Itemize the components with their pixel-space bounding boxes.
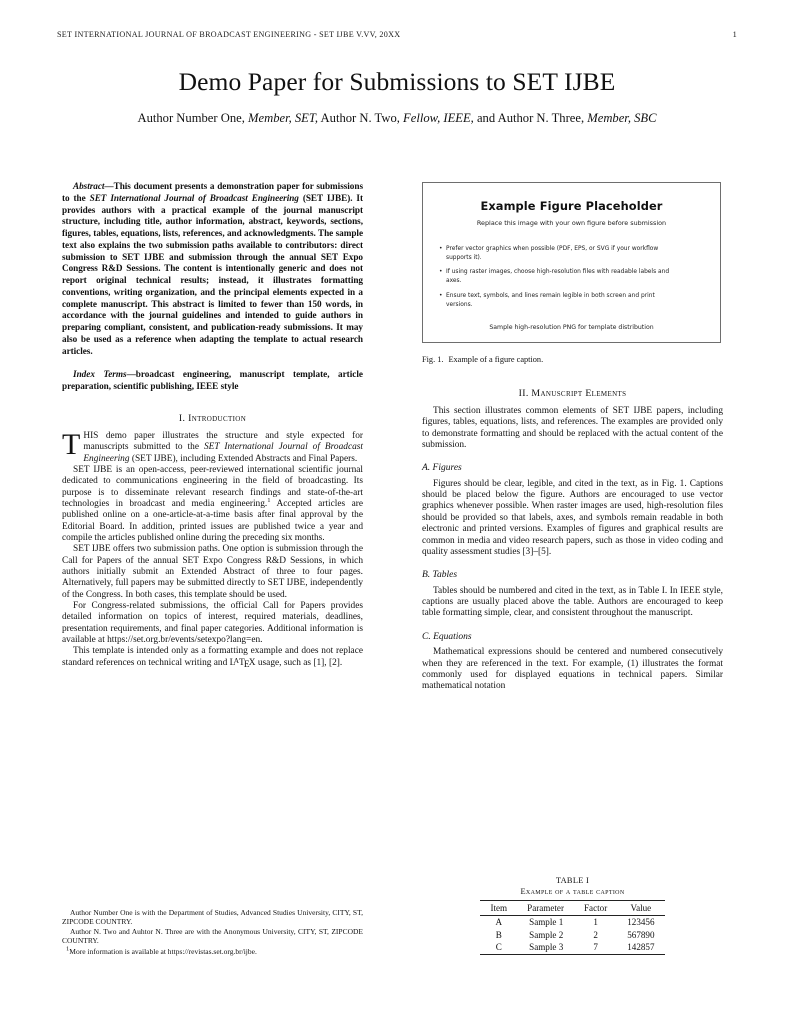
- author-three-role: Member, SBC: [587, 110, 657, 125]
- right-column: [422, 388, 723, 693]
- latex-l: L: [229, 657, 236, 668]
- table-column-header-item: Item: [480, 901, 517, 916]
- index-terms-label: Index Terms: [73, 369, 127, 380]
- author-one-name: Author Number One,: [137, 110, 249, 125]
- footnote-affiliation-1: Author Number One is with the Department of Studies, Advanced Studies University, CITY, ST, ZIPCODE COUNTRY.: [62, 908, 363, 927]
- abstract-dash: —: [104, 181, 114, 191]
- intro-paragraph-1: [62, 427, 363, 465]
- intro-p1-text-a: HIS demo paper illustrates the structure and style expected for manuscripts submitted to the: [83, 430, 363, 453]
- table-cell-item: A: [495, 917, 503, 928]
- table-caption: Example of a table caption: [520, 887, 625, 896]
- subsection-heading-figures: A. Figures: [422, 463, 462, 474]
- abstract-label: Abstract: [73, 181, 105, 191]
- footnote-number-mark: 1: [66, 945, 70, 953]
- intro-p2-text-b: Accepted articles are published online on a one-article-at-a-time basis after final approval by the Editorial Board. In addition, printed issues are published twice a year and compile the articles published online during the preceding six months.: [62, 498, 363, 543]
- abstract-journal-name: SET International Journal of Broadcast Engineering: [89, 192, 299, 203]
- table-block: [422, 876, 723, 955]
- table-cell-parameter: Sample 3: [517, 941, 574, 955]
- table-cell-factor: 2: [593, 929, 598, 940]
- drop-cap: T: [62, 427, 81, 461]
- intro-p5-text-a: This template is intended only as a formatting example and does not replace standard references on technical writing and: [62, 646, 363, 668]
- intro-paragraph-4: For Congress-related submissions, the official Call for Papers provides detailed information on topics of interest, required materials, deadlines, presentation requirements, and final paper categories. Additional information is available at https://set.org.br/events/setexpo?lang=en.: [62, 601, 363, 646]
- latex-logo: [230, 658, 256, 668]
- figure-caption-label: Fig. 1.: [422, 355, 444, 364]
- index-terms-paragraph: [62, 369, 363, 393]
- index-terms-text: broadcast engineering, manuscript template, article preparation, scientific publishing, IEEE style: [62, 369, 364, 392]
- table-row: [480, 941, 664, 955]
- section-heading-introduction: I. Introduction: [178, 413, 247, 425]
- table-cell-factor: 7: [574, 941, 617, 955]
- tables-paragraph-1: Tables should be numbered and cited in the text, as in Table I. In IEEE style, captions are usually placed above the table. Authors are encouraged to keep table formatting simple, clear, and consistent throughout the manuscript.: [422, 585, 723, 619]
- author-one-role: Member, SET,: [248, 110, 319, 125]
- running-head-journal: SET INTERNATIONAL JOURNAL OF BROADCAST ENGINEERING - SET IJBE V.VV, 20XX: [57, 30, 401, 39]
- table-cell-factor: 1: [593, 917, 598, 928]
- latex-e: E: [243, 659, 250, 670]
- figure-placeholder-subtitle: Replace this image with your own figure before submission: [476, 219, 667, 227]
- table-header-row: [480, 901, 664, 916]
- list-item: • Prefer vector graphics when possible (PDF, EPS, or SVG if your workflow supports it).: [439, 245, 678, 263]
- page-number: 1: [732, 30, 737, 39]
- abstract-paragraph: [62, 181, 363, 357]
- author-three-name: and Author N. Three,: [473, 110, 588, 125]
- abstract-text-part1: This document presents a demonstration paper for submissions to the: [62, 181, 363, 203]
- table-column-header-factor: Factor: [574, 901, 617, 916]
- title-block: [57, 68, 737, 126]
- intro-p1-journal-name: SET International Journal of Broadcast Engineering: [83, 442, 363, 464]
- table-cell-value: 142857: [617, 941, 664, 955]
- figure-caption-text: Example of a figure caption.: [448, 355, 544, 364]
- table-cell-parameter: Sample 1: [529, 917, 564, 928]
- footnote-affiliation-2: Author N. Two and Auhtor N. Three are with the Anonymous University, CITY, ST, ZIPCODE COUNTRY.: [62, 927, 363, 946]
- manuscript-paragraph-1: This section illustrates common elements of SET IJBE papers, including figures, tables, equations, lists, and references. The examples are provided only to demonstrate formatting and should be replaced with the actual content of the submission.: [422, 405, 723, 450]
- subsection-heading-tables: B. Tables: [422, 570, 458, 581]
- intro-p5-text-b: usage, such as [1], [2].: [255, 657, 343, 668]
- left-column: [62, 181, 363, 669]
- table-cell-value: 123456: [627, 917, 655, 928]
- table-column-header-parameter: Parameter: [517, 901, 574, 916]
- footnote-numbered-1-text: More information is available at https://revistas.set.org.br/ijbe.: [69, 946, 257, 956]
- table-column-header-value: Value: [617, 901, 664, 916]
- figure-placeholder-title: Example Figure Placeholder: [480, 199, 663, 213]
- latex-t: T: [239, 657, 245, 668]
- intro-paragraph-2: [62, 465, 363, 544]
- figure-footer-note: Sample high-resolution PNG for template distribution: [489, 323, 654, 331]
- author-two-role: Fellow, IEEE,: [403, 110, 474, 125]
- figure-caption: [422, 355, 723, 365]
- footnote-numbered-1: [62, 947, 363, 956]
- table-row: [480, 928, 664, 940]
- figure-placeholder-image: [422, 182, 721, 343]
- page-title: Demo Paper for Submissions to SET IJBE: [178, 67, 616, 96]
- figures-paragraph-1: Figures should be clear, legible, and cited in the text, as in Fig. 1. Captions should be placed below the figure. Authors are encouraged to use vector graphics whenever possible. When raster images are used, high-resolution files should be provided so that labels, axes, and symbols remain readable in both electronic and printed versions. Examples of figures and graphical results are common in media and video research papers, such as those in video coding and quality assessment studies [3]–[5].: [422, 478, 723, 557]
- table-cell-parameter: Sample 2: [529, 929, 564, 940]
- section-heading-manuscript-elements: II. Manuscript Elements: [518, 388, 627, 399]
- list-item: • Ensure text, symbols, and lines remain legible in both screen and print versions.: [439, 292, 678, 310]
- figure-guidance-list: [439, 245, 720, 310]
- latex-x: X: [248, 657, 256, 668]
- table-cell-value: 567890: [627, 929, 655, 940]
- list-item: • If using raster images, choose high-resolution files with readable labels and axes.: [439, 268, 678, 286]
- example-data-table: [480, 900, 664, 955]
- abstract-text-part2: (SET IJBE). It provides authors with a practical example of the journal manuscript structure, including title, author information, abstract, keywords, sections, figures, tables, equations, lists, references, and acknowledgments. The sample text also explains the two submission paths available to contributors: direct submission to SET IJBE and submission through the annual SET Expo Congress R&D Sessions. The content is intentionally generic and does not report original technical results; instead, it illustrates formatting conventions, writing organization, and the principal elements expected in a complete manuscript. This abstract is limited to fewer than 150 words, in accordance with the journal guidelines and intended to guide authors in preparing compliant, consistent, and publication-ready submissions. It may also be used as a reference when adapting the template to actual research articles.: [62, 192, 363, 356]
- author-two-name: Author N. Two,: [318, 110, 404, 125]
- table-cell-item: C: [480, 941, 517, 955]
- table-row: [480, 916, 664, 929]
- running-head: [57, 30, 737, 44]
- table-cell-item: B: [495, 929, 502, 940]
- latex-a: A: [233, 656, 239, 665]
- intro-p1-text-b: (SET IJBE), including Extended Abstracts and Final Papers.: [129, 453, 358, 464]
- intro-p2-text-a: SET IJBE is an open-access, peer-reviewed international scientific journal dedicated to communications engineering in the field of broadcasting. Its purpose is to disseminate relevant research findings and state-of-the-art technologies in broadcast and media engineering.: [62, 464, 363, 509]
- intro-paragraph-5: [62, 646, 363, 669]
- intro-paragraph-3: SET IJBE offers two submission paths. One option is submission through the Call for Papers of the annual SET Expo Congress R&D Sessions, in which authors initially submit an Extended Abstract of three to four pages. Alternatively, full papers may be submitted directly to SET IJBE, independently of the Congress. In both cases, this template should be used.: [62, 544, 363, 600]
- footnote-marker-1: 1: [267, 496, 271, 504]
- subsection-heading-equations: C. Equations: [422, 631, 472, 642]
- index-terms-dash: —: [126, 369, 136, 380]
- equations-paragraph-1: Mathematical expressions should be centered and numbered consecutively when they are referenced in the text. For example, (1) illustrates the format commonly used for displayed equations in technical papers. Similar mathematical notation: [422, 647, 723, 692]
- author-list: [57, 111, 737, 127]
- footnote-block: [62, 908, 363, 957]
- table-number: TABLE I: [555, 876, 590, 885]
